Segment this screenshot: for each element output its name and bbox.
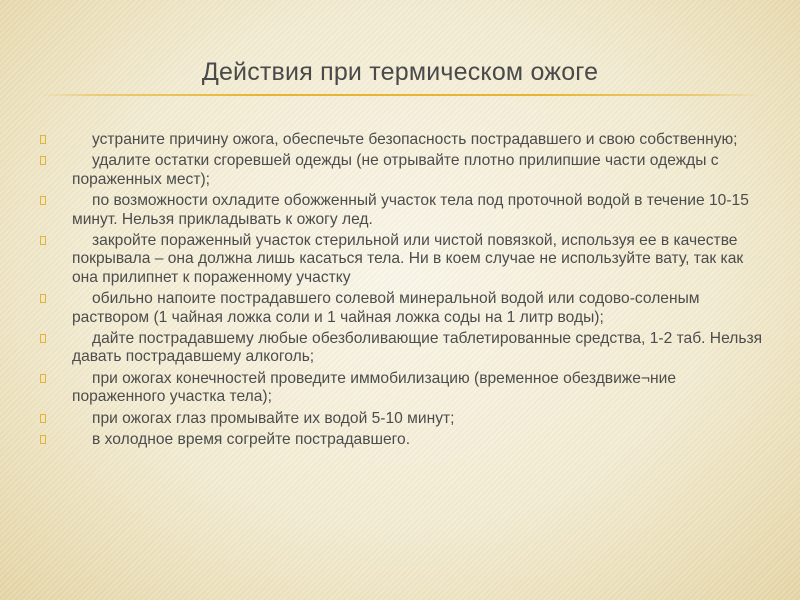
small-square-outline-icon xyxy=(40,156,46,165)
bullet-list xyxy=(40,131,770,453)
list-item-text: по возможности охладите обожженный участок тела под проточной водой в течение 10-15 минут. Нельзя прикладывать к ожогу лед. xyxy=(72,192,749,228)
small-square-outline-icon xyxy=(40,294,46,303)
list-item-text: при ожогах конечностей проведите иммобилизацию (временное обездвиже¬ние пораженного участка тела); xyxy=(72,369,676,406)
small-square-outline-icon xyxy=(40,236,46,245)
title-divider xyxy=(40,94,760,96)
small-square-outline-icon xyxy=(40,374,46,383)
list-item-text: закройте пораженный участок стерильной или чистой повязкой, используя ее в качестве покрывала – она должна лишь касаться тела. Ни в коем случае не используйте вату, так как она прилипнет к пораженному участку xyxy=(72,232,744,286)
list-item xyxy=(40,410,770,428)
list-item xyxy=(40,330,770,367)
list-item xyxy=(40,370,770,407)
small-square-outline-icon xyxy=(40,414,46,423)
small-square-outline-icon xyxy=(40,135,46,144)
small-square-outline-icon xyxy=(40,334,46,343)
slide-title: Действия при термическом ожоге xyxy=(201,58,599,86)
list-item xyxy=(40,192,770,229)
list-item-text: при ожогах глаз промывайте их водой 5-10 минут; xyxy=(92,409,455,427)
list-item-text: удалите остатки сгоревшей одежды (не отрывайте плотно прилипшие части одежды с пораженных мест); xyxy=(72,152,719,188)
list-item xyxy=(40,232,770,287)
list-item-text: обильно напоите пострадавшего солевой минеральной водой или содово-соленым раствором (1 чайная ложка соли и 1 чайная ложка соды на 1 литр воды); xyxy=(72,290,700,326)
list-item xyxy=(40,290,770,327)
list-item xyxy=(40,431,770,449)
small-square-outline-icon xyxy=(40,196,46,205)
list-item xyxy=(40,152,770,189)
list-item-text: устраните причину ожога, обеспечьте безопасность пострадавшего и свою собственную; xyxy=(92,131,738,148)
list-item-text: дайте пострадавшему любые обезболивающие таблетированные средства, 1-2 таб. Нельзя давать пострадавшему алкоголь; xyxy=(72,330,763,366)
small-square-outline-icon xyxy=(40,435,46,444)
list-item xyxy=(40,131,770,149)
list-item-text: в холодное время согрейте пострадавшего. xyxy=(92,431,411,449)
